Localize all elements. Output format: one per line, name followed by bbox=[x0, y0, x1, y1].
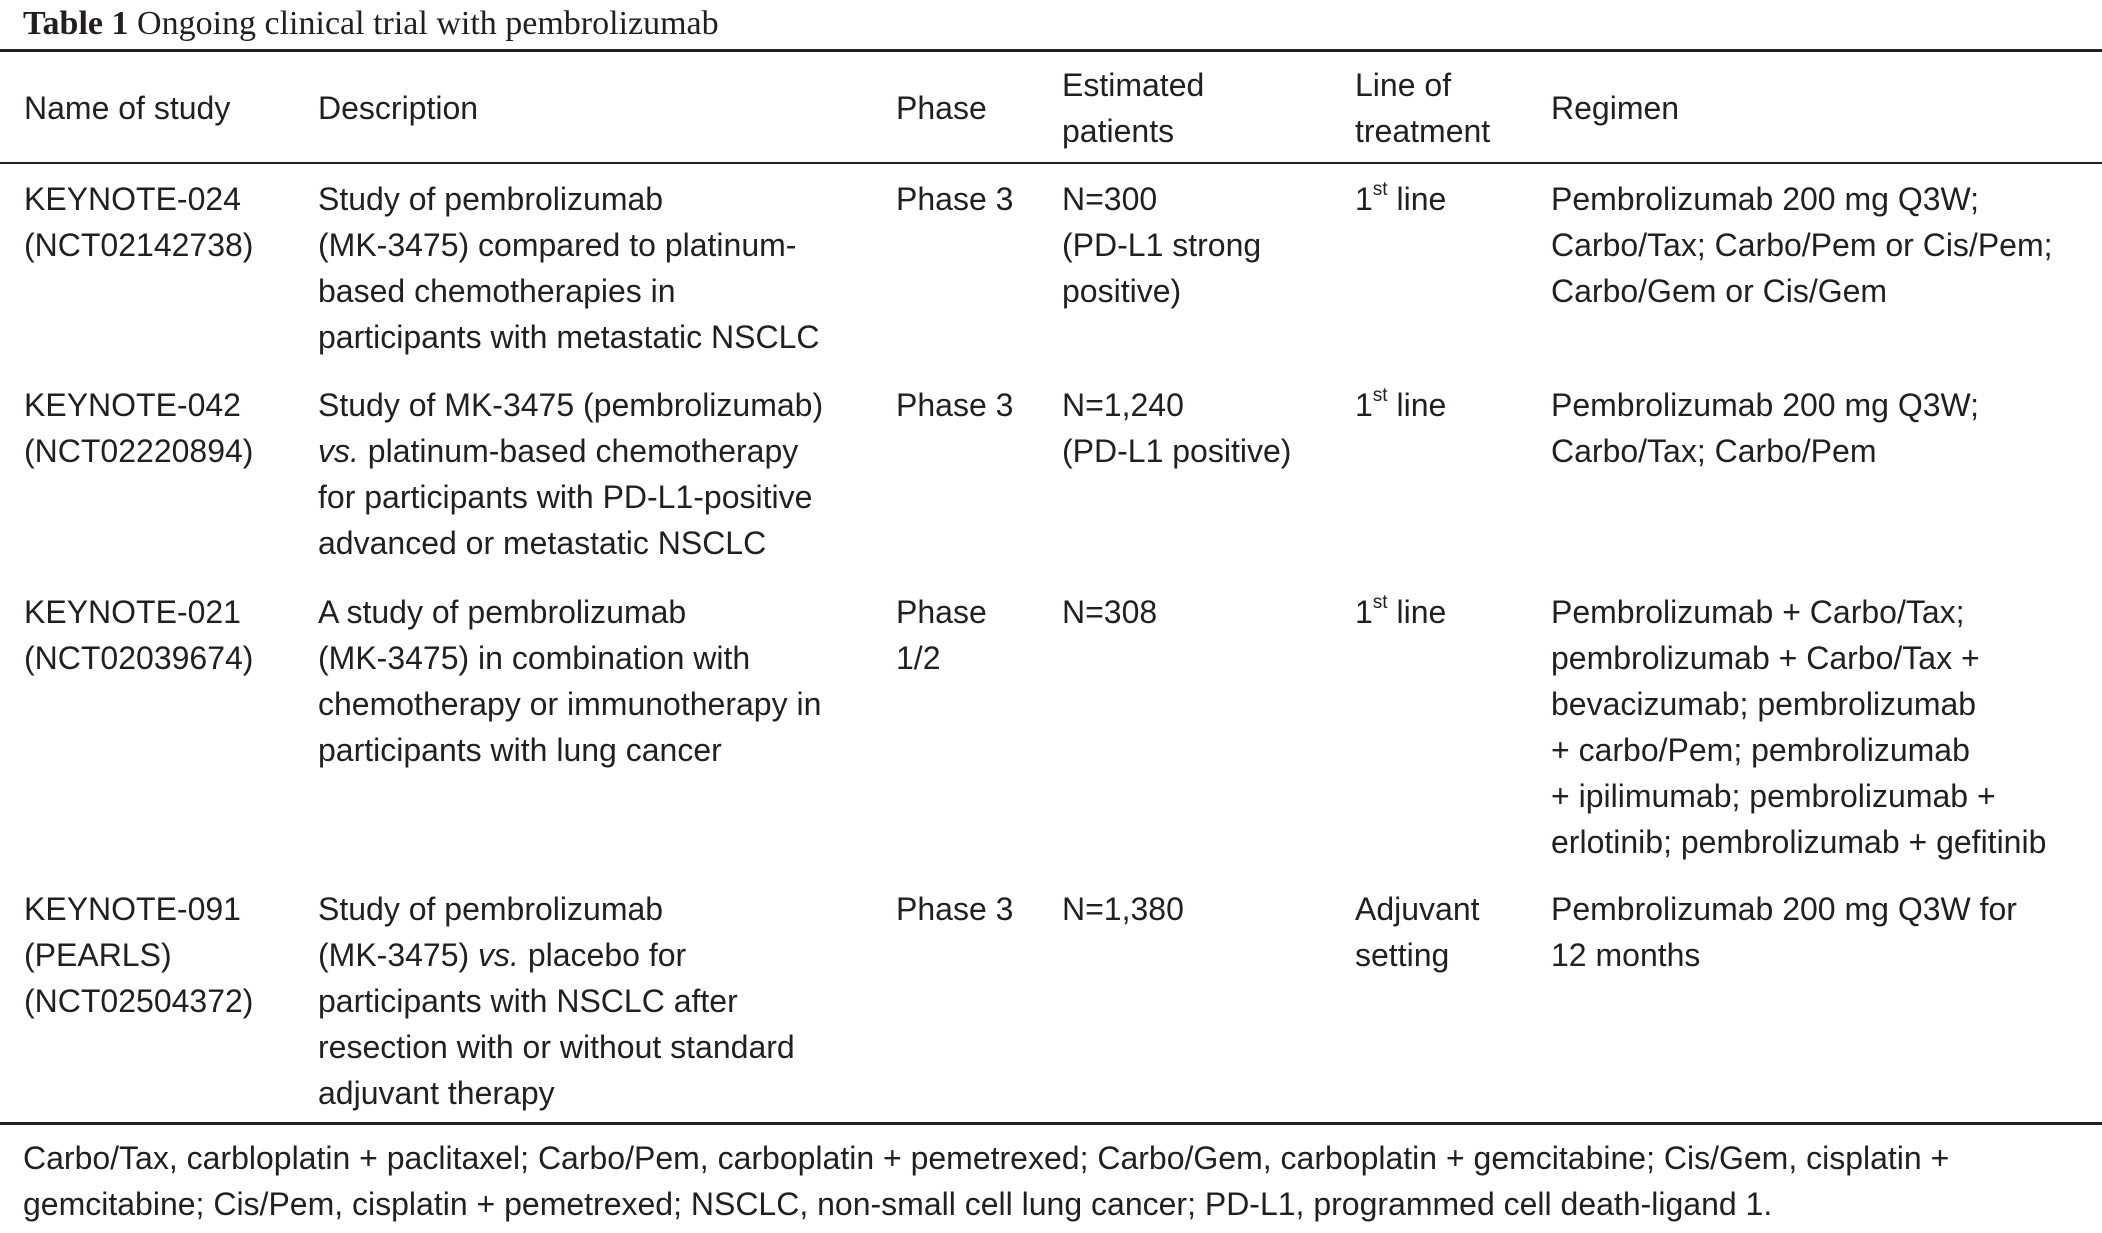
table-row-3-regimen: Pembrolizumab + Carbo/Tax; pembrolizumab + Carbo/Tax + bevacizumab; pembrolizumab + carbo/Pem; pembrolizumab + ipilimumab; pembrolizumab + erlotinib; pembrolizumab + gefitinib bbox=[1551, 594, 2047, 860]
table-row-4-name: KEYNOTE-091 (PEARLS) (NCT02504372) bbox=[24, 891, 254, 1019]
table-caption-label: Table 1 bbox=[23, 5, 129, 42]
header-phase: Phase bbox=[896, 90, 987, 126]
table-row-2-description: Study of MK-3475 (pembrolizumab) vs. platinum-based chemotherapy for participants with PD-L1-positive advanced or metastatic NSCLC bbox=[318, 387, 824, 561]
table-row-4-line: Adjuvant setting bbox=[1355, 891, 1480, 973]
table-row-1-line: 1st line bbox=[1355, 179, 1447, 217]
table-row-1-phase: Phase 3 bbox=[896, 181, 1014, 217]
table-row-3-name: KEYNOTE-021 (NCT02039674) bbox=[24, 594, 254, 676]
header-description: Description bbox=[318, 90, 479, 126]
table-row-1-description: Study of pembrolizumab (MK-3475) compared to platinum- based chemotherapies in participants with metastatic NSCLC bbox=[318, 181, 820, 355]
table-row-2-line: 1st line bbox=[1355, 385, 1447, 423]
table-row-1-name: KEYNOTE-024 (NCT02142738) bbox=[24, 181, 254, 263]
table-row-2-patients: N=1,240 (PD-L1 positive) bbox=[1062, 387, 1292, 469]
bottom-rule bbox=[0, 1122, 2102, 1125]
table-row-2-name: KEYNOTE-042 (NCT02220894) bbox=[24, 387, 254, 469]
table-footnote: Carbo/Tax, carbloplatin + paclitaxel; Carbo/Pem, carboplatin + pemetrexed; Carbo/Gem, carboplatin + gemcitabine; Cis/Gem, cisplatin + gemcitabine; Cis/Pem, cisplatin + pemetrexed; NSCLC, non-small cell lung cancer; PD-L1, programmed cell death-ligand 1. bbox=[23, 1140, 1950, 1222]
table-caption-title: Ongoing clinical trial with pembrolizumab bbox=[137, 5, 719, 42]
table-caption bbox=[23, 2, 719, 46]
table-row-3-phase: Phase 1/2 bbox=[896, 594, 987, 676]
table-row-3-line: 1st line bbox=[1355, 592, 1447, 630]
header-regimen: Regimen bbox=[1551, 90, 1680, 126]
table-row-4-phase: Phase 3 bbox=[896, 891, 1014, 927]
table-row-4-description: Study of pembrolizumab (MK-3475) vs. placebo for participants with NSCLC after resection with or without standard adjuvant therapy bbox=[318, 891, 795, 1111]
table-row-3-patients: N=308 bbox=[1062, 594, 1158, 630]
header-estimated-patients: Estimated patients bbox=[1062, 67, 1205, 149]
table-row-2-regimen: Pembrolizumab 200 mg Q3W; Carbo/Tax; Carbo/Pem bbox=[1551, 387, 1980, 469]
header-rule bbox=[0, 162, 2102, 164]
table-row-1-regimen: Pembrolizumab 200 mg Q3W; Carbo/Tax; Carbo/Pem or Cis/Pem; Carbo/Gem or Cis/Gem bbox=[1551, 181, 2053, 309]
header-line-of-treatment: Line of treatment bbox=[1355, 67, 1491, 149]
table-row-4-regimen: Pembrolizumab 200 mg Q3W for 12 months bbox=[1551, 891, 2017, 973]
table-row-4-patients: N=1,380 bbox=[1062, 891, 1184, 927]
header-name-of-study: Name of study bbox=[24, 90, 231, 126]
table-row-1-patients: N=300 (PD-L1 strong positive) bbox=[1062, 181, 1262, 309]
table-row-3-description: A study of pembrolizumab (MK-3475) in combination with chemotherapy or immunotherapy in participants with lung cancer bbox=[318, 594, 822, 768]
table-row-2-phase: Phase 3 bbox=[896, 387, 1014, 423]
top-rule bbox=[0, 49, 2102, 52]
